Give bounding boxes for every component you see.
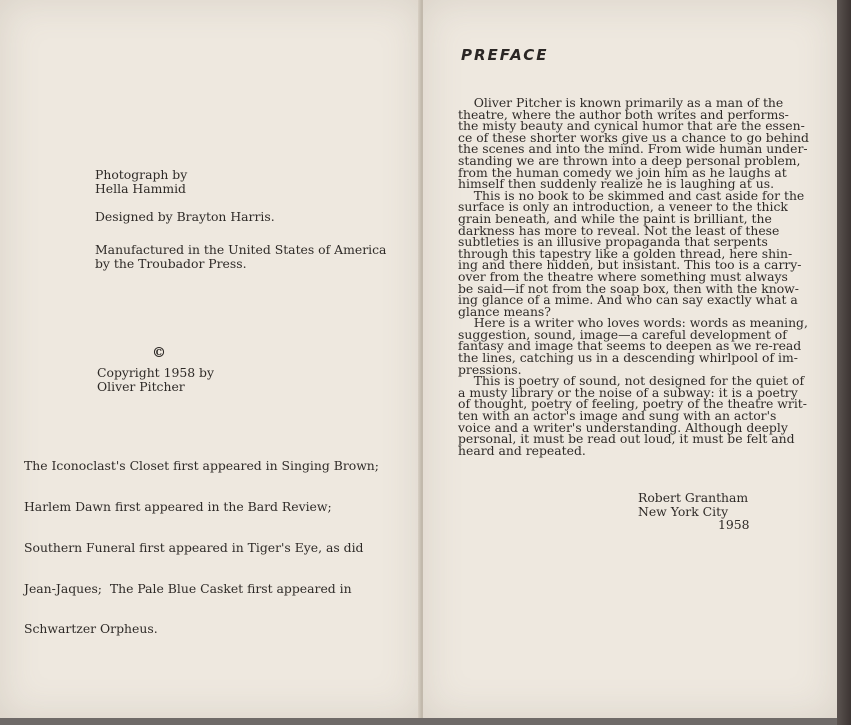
publisher-line: by the Troubador Press. [95, 255, 247, 271]
publication-history [24, 432, 379, 663]
design-credit: Designed by Brayton Harris. [95, 209, 275, 224]
preface-line: be said—if not from the soap box, then with the know- [458, 280, 799, 296]
preface-line: theatre, where the author both writes and performs- [458, 106, 789, 122]
preface-line: fantasy and image that seems to deepen as we re-read [458, 338, 802, 354]
preface-line: subtleties is an illusive propaganda that serpents [458, 234, 768, 250]
preface-line: darkness has more to reveal. Not the least of these [458, 222, 780, 238]
preface-line: standing we are thrown into a deep personal problem, [458, 152, 801, 168]
preface-line: from the human comedy we join him as he laughs at [458, 164, 787, 180]
preface-line: ce of these shorter works give us a chance to go behind [458, 129, 809, 145]
preface-title: PREFACE [461, 46, 549, 64]
manufacture-line: Manufactured in the United States of America [95, 242, 387, 257]
preface-line: the lines, catching us in a descending whirlpool of im- [458, 350, 798, 366]
preface-line: personal, it must be read out loud, it must be felt and [458, 431, 795, 447]
preface-line: This is no book to be skimmed and cast aside for the [458, 187, 805, 203]
preface-line: ten with an actor's image and sung with an actor's [458, 408, 777, 424]
preface-line: ing and there hidden, but insistant. This too is a carry- [458, 257, 802, 273]
preface-line: through this tapestry like a golden thread, here shin- [458, 245, 793, 261]
preface-line: over from the theatre where something must always [458, 268, 788, 284]
preface-line: Oliver Pitcher is known primarily as a man of the [458, 95, 784, 110]
history-line: Jean-Jaques; The Pale Blue Casket first appeared in [24, 580, 352, 596]
copyright-notice [97, 366, 214, 393]
preface-line: Here is a writer who loves words: words as meaning, [458, 315, 808, 331]
photo-credit-line: Photograph by [95, 167, 188, 182]
preface-line: ing glance of a mime. And who can say exactly what a [458, 292, 798, 308]
photo-credit [95, 168, 187, 195]
preface-line: This is poetry of sound, not designed for the quiet of [458, 373, 805, 389]
preface-line: voice and a writer's understanding. Although deeply [458, 419, 788, 435]
preface-line: the misty beauty and cynical humor that are the essen- [458, 118, 805, 134]
preface-line: surface is only an introduction, a veneer to the thick [458, 199, 788, 215]
history-line: Harlem Dawn first appeared in the Bard Review; [24, 498, 332, 514]
copyright-symbol-icon: © [152, 345, 166, 361]
preface-body [458, 95, 809, 458]
preface-line: the scenes and into the mind. From wide human under- [458, 141, 808, 157]
history-line: The Iconoclast's Closet first appeared in Singing Brown; [24, 458, 379, 474]
author-name: Robert Grantham [638, 490, 749, 505]
history-line: Schwartzer Orpheus. [24, 621, 158, 637]
left-page [0, 0, 422, 718]
copyright-line: Copyright 1958 by [97, 365, 214, 380]
preface-line: heard and repeated. [458, 442, 586, 458]
copyright-holder: Oliver Pitcher [97, 378, 185, 394]
history-line: Southern Funeral first appeared in Tiger's Eye, as did [24, 539, 364, 555]
preface-paragraph [458, 373, 807, 458]
preface-line: pressions. [458, 361, 522, 377]
manufacture-notice [95, 243, 386, 270]
preface-line: himself then suddenly realize he is laughing at us. [458, 176, 775, 192]
author-city: New York City [638, 503, 729, 519]
preface-line: of thought, poetry of feeling, poetry of the theatre writ- [458, 396, 807, 412]
preface-paragraph [458, 95, 809, 192]
preface-paragraph [458, 315, 808, 377]
book-edge [837, 0, 851, 725]
preface-paragraph [458, 187, 805, 319]
preface-line: a musty library or the noise of a subway: it is a poetry [458, 384, 798, 400]
preface-line: grain beneath, and while the paint is brilliant, the [458, 210, 772, 226]
preface-year: 1958 [718, 517, 750, 533]
photographer-name: Hella Hammid [95, 180, 186, 196]
preface-line: suggestion, sound, image—a careful development of [458, 326, 787, 342]
preface-signature [638, 491, 750, 532]
preface-line: glance means? [458, 303, 551, 319]
